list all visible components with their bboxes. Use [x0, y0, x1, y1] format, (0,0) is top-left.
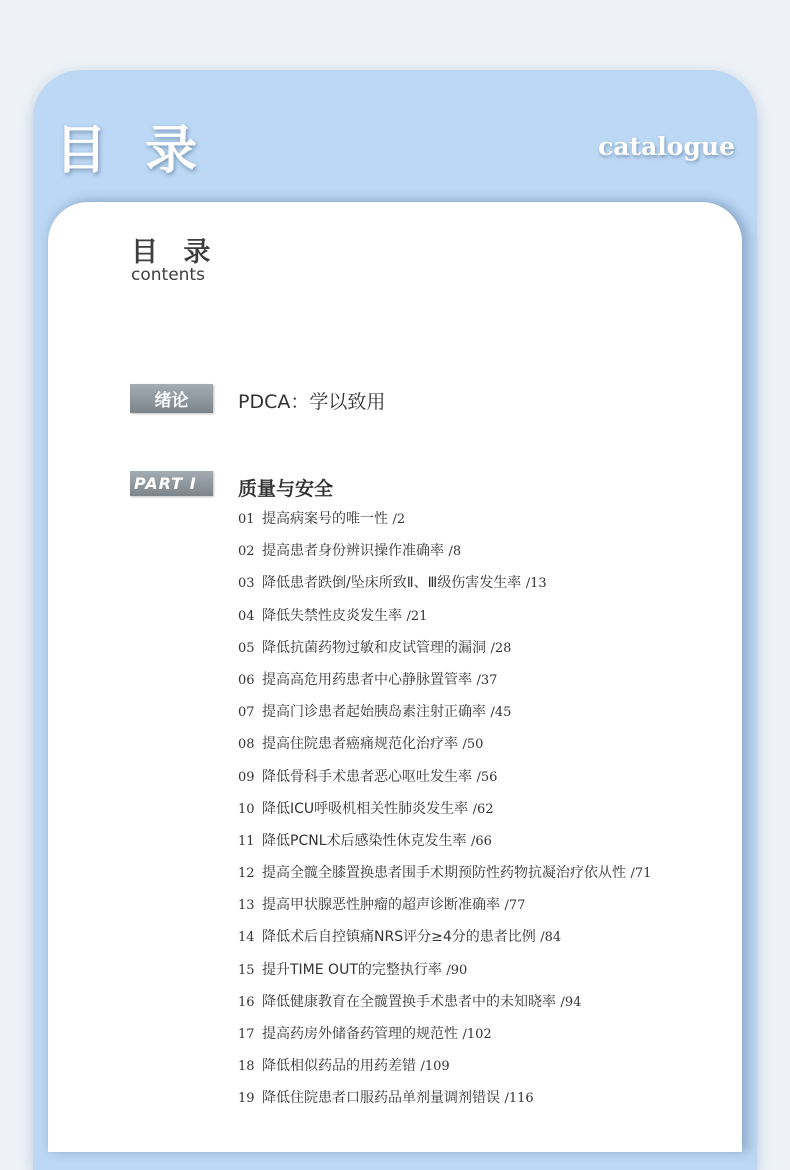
- intro-badge: 绪论: [130, 384, 213, 413]
- toc-item-page: /2: [392, 512, 406, 527]
- toc-item-title: 降低健康教育在全髋置换手术患者中的未知晓率: [262, 993, 556, 1010]
- toc-item-number: 06: [238, 672, 255, 688]
- toc-item-number: 11: [238, 833, 255, 849]
- toc-item-title: 降低患者跌倒/坠床所致Ⅱ、Ⅲ级伤害发生率: [262, 575, 522, 592]
- toc-item-number: 08: [238, 737, 255, 753]
- toc-item-page: /94: [560, 994, 582, 1010]
- toc-item-title: 提高药房外储备药管理的规范性: [262, 1026, 458, 1042]
- toc-item-page: /62: [472, 801, 494, 817]
- toc-item-number: 09: [238, 769, 255, 785]
- catalogue-subtitle: catalogue: [598, 132, 735, 161]
- toc-item-page: /71: [630, 866, 652, 882]
- toc-item-number: 03: [238, 576, 255, 592]
- toc-item-number: 10: [238, 801, 255, 817]
- toc-item[interactable]: [238, 921, 651, 953]
- toc-item-title: 降低PCNL术后感染性休克发生率: [262, 832, 467, 849]
- toc-item[interactable]: [238, 632, 651, 664]
- toc-item-page: /8: [448, 544, 462, 560]
- toc-item-number: 05: [238, 640, 255, 656]
- toc-item[interactable]: [238, 535, 651, 567]
- toc-item-page: /77: [504, 898, 526, 914]
- toc-item-title: 提高门诊患者起始胰岛素注射正确率: [262, 704, 486, 721]
- toc-item-page: /28: [490, 640, 512, 656]
- toc-item-number: 16: [238, 994, 255, 1010]
- toc-item-page: /21: [406, 608, 428, 624]
- contents-page: [48, 202, 742, 1152]
- toc-item-title: 提升TIME OUT的完整执行率: [262, 961, 442, 978]
- toc-item-title: 降低ICU呼吸机相关性肺炎发生率: [262, 800, 469, 817]
- toc-item-number: 02: [238, 544, 255, 560]
- toc-item[interactable]: [238, 503, 651, 535]
- toc-item[interactable]: [238, 986, 651, 1018]
- toc-item[interactable]: [238, 696, 651, 728]
- toc-item-page: /50: [462, 737, 484, 753]
- toc-item[interactable]: [238, 954, 651, 986]
- toc-item-page: /116: [504, 1091, 534, 1107]
- toc-item-number: 12: [238, 866, 255, 882]
- toc-item-title: 提高住院患者癌痛规范化治疗率: [262, 736, 458, 753]
- toc-item[interactable]: [238, 761, 651, 793]
- toc-item-page: /56: [476, 769, 498, 785]
- toc-item-title: 降低住院患者口服药品单剂量调剂错误: [262, 1090, 500, 1107]
- toc-item[interactable]: [238, 728, 651, 760]
- toc-item[interactable]: [238, 600, 651, 632]
- toc-item-title: 提高甲状腺恶性肿瘤的超声诊断准确率: [262, 897, 500, 914]
- toc-item-page: /109: [420, 1059, 450, 1075]
- toc-item[interactable]: [238, 793, 651, 825]
- toc-item-number: 01: [238, 512, 255, 527]
- toc-item[interactable]: [238, 825, 651, 857]
- toc-item-page: /45: [490, 705, 512, 721]
- toc-item-number: 15: [238, 962, 255, 978]
- toc-item[interactable]: [238, 567, 651, 599]
- toc-item-title: 提高全髋全膝置换患者围手术期预防性药物抗凝治疗依从性: [262, 865, 626, 882]
- part-badge: PART Ⅰ: [130, 471, 213, 496]
- toc-item-title: 降低相似药品的用药差错: [262, 1058, 416, 1075]
- toc-item-title: 提高高危用药患者中心静脉置管率: [262, 671, 472, 688]
- part-title[interactable]: 质量与安全: [238, 478, 334, 500]
- toc-item-number: 14: [238, 930, 255, 946]
- toc-item[interactable]: [238, 889, 651, 921]
- toc-item-title: 提高病案号的唯一性: [262, 511, 388, 527]
- toc-item-page: /13: [525, 576, 547, 592]
- toc-item[interactable]: [238, 1050, 651, 1082]
- toc-item-page: /66: [470, 833, 492, 849]
- toc-item[interactable]: [238, 664, 651, 696]
- contents-subtitle: contents: [131, 265, 205, 285]
- toc-item-title: 提高患者身份辨识操作准确率: [262, 543, 444, 560]
- toc-item-title: 降低骨科手术患者恶心呕吐发生率: [262, 768, 472, 785]
- toc-item-number: 19: [238, 1091, 255, 1107]
- toc-item-title: 降低失禁性皮炎发生率: [262, 607, 402, 624]
- catalogue-title: 目 录: [55, 120, 208, 181]
- toc-item[interactable]: [238, 1018, 651, 1050]
- toc-list: [238, 503, 651, 1115]
- intro-title[interactable]: PDCA：学以致用: [238, 391, 386, 413]
- toc-item-page: /90: [446, 962, 468, 978]
- toc-item-number: 07: [238, 705, 255, 721]
- toc-item-title: 降低术后自控镇痛NRS评分≥4分的患者比例: [262, 929, 536, 946]
- toc-item[interactable]: [238, 857, 651, 889]
- toc-item-number: 18: [238, 1059, 255, 1075]
- toc-item-number: 04: [238, 608, 255, 624]
- contents-title: 目 录: [131, 237, 219, 268]
- toc-item-title: 降低抗菌药物过敏和皮试管理的漏洞: [262, 639, 486, 656]
- toc-item-page: /102: [462, 1027, 492, 1042]
- toc-item-page: /37: [476, 672, 498, 688]
- toc-item-number: 13: [238, 898, 255, 914]
- toc-item[interactable]: [238, 1082, 651, 1114]
- toc-item-page: /84: [540, 930, 562, 946]
- toc-item-number: 17: [238, 1027, 255, 1042]
